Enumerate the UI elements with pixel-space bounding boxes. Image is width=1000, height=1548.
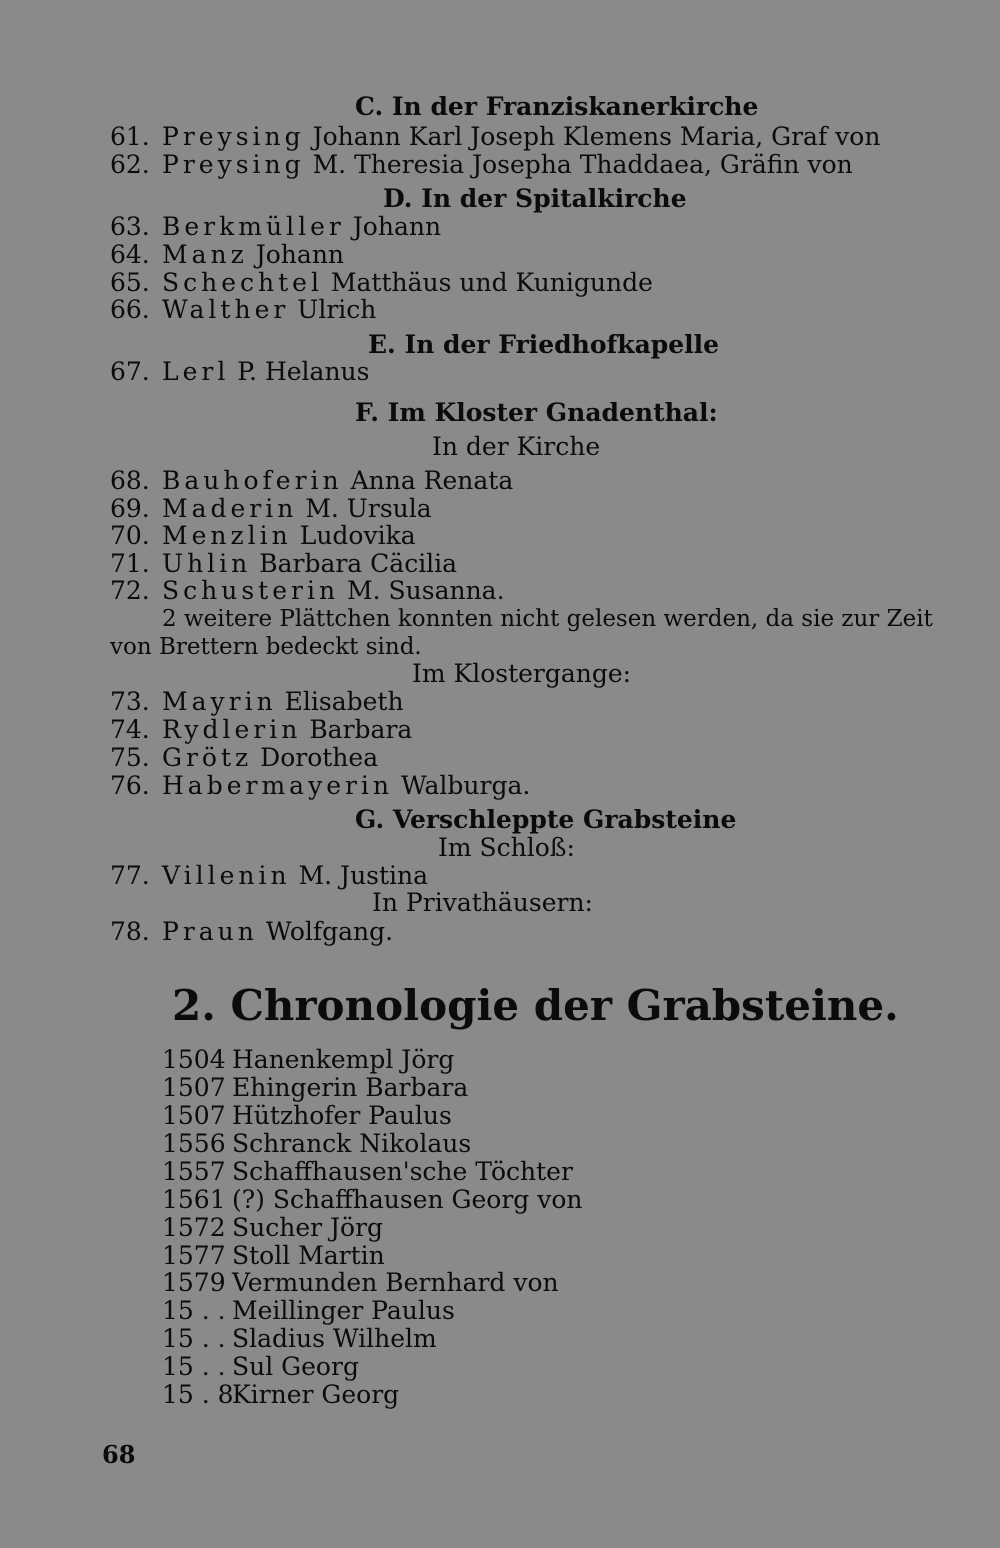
entry-number: 74.	[110, 715, 150, 744]
entry-given: P. Helanus	[237, 357, 370, 386]
subheading-schloss: Im Schloß:	[438, 833, 575, 862]
note-line-1: 2 weitere Plättchen konnten nicht gelesen werden, da sie zur Zeit	[162, 606, 933, 632]
chronology-name: Hützhofer Paulus	[232, 1101, 452, 1130]
section-heading-g: G. Verschleppte Grabsteine	[355, 805, 737, 834]
chronology-name: Ehingerin Barbara	[232, 1073, 469, 1102]
entry-number: 68.	[110, 466, 150, 495]
chronology-name: Schaffhausen'sche Töchter	[232, 1157, 573, 1186]
entry-surname: Villenin	[162, 861, 291, 890]
entry-number: 61.	[110, 122, 150, 151]
entry-number: 78.	[110, 917, 150, 946]
entry-surname: Maderin	[162, 494, 298, 523]
entry-76	[110, 772, 530, 800]
entry-surname: Preysing	[162, 122, 305, 151]
chronology-year: 1507	[162, 1073, 226, 1102]
entry-given: Wolfgang.	[265, 917, 394, 946]
entry-surname: Schusterin	[162, 576, 340, 605]
chronology-item	[162, 1381, 399, 1409]
entry-65	[110, 269, 653, 297]
entry-given: Anna Renata	[350, 466, 514, 495]
entry-75	[110, 744, 378, 772]
chronology-name: Meillinger Paulus	[232, 1296, 455, 1325]
page-number: 68	[102, 1440, 136, 1469]
chronology-item	[162, 1074, 468, 1102]
chronology-name: Sul Georg	[232, 1352, 359, 1381]
section-heading-f: F. Im Kloster Gnadenthal:	[355, 398, 718, 427]
section-heading-d: D. In der Spitalkirche	[383, 184, 687, 213]
chronology-item	[162, 1353, 359, 1381]
chronology-item	[162, 1158, 573, 1186]
entry-number: 67.	[110, 357, 150, 386]
entry-given: M. Theresia Josepha Thaddaea, Gräfin von	[312, 150, 853, 179]
subheading-klostergange: Im Klostergange:	[412, 659, 632, 688]
entry-69	[110, 495, 432, 523]
entry-number: 77.	[110, 861, 150, 890]
entry-74	[110, 716, 412, 744]
entry-surname: Berkmüller	[162, 212, 345, 241]
entry-78	[110, 918, 393, 946]
entry-number: 63.	[110, 212, 150, 241]
entry-given: M. Ursula	[305, 494, 432, 523]
chronology-year: 1556	[162, 1129, 226, 1158]
entry-61	[110, 123, 880, 151]
entry-68	[110, 467, 513, 495]
entry-71	[110, 550, 457, 578]
entry-given: M. Susanna.	[347, 576, 505, 605]
subheading-kirche: In der Kirche	[432, 432, 601, 461]
chronology-item	[162, 1297, 455, 1325]
entry-number: 72.	[110, 576, 150, 605]
section-heading-e: E. In der Friedhofkapelle	[368, 330, 720, 359]
entry-given: Barbara	[309, 715, 413, 744]
entry-given: Barbara Cäcilia	[259, 549, 458, 578]
chronology-item	[162, 1242, 385, 1270]
chronology-year: 1561	[162, 1185, 226, 1214]
chronology-year: 1572	[162, 1213, 226, 1242]
entry-surname: Menzlin	[162, 521, 292, 550]
chronology-year: 15 . 8	[162, 1380, 234, 1409]
entry-surname: Uhlin	[162, 549, 252, 578]
entry-72	[110, 577, 505, 605]
entry-number: 76.	[110, 771, 150, 800]
entry-70	[110, 522, 416, 550]
chronology-name: Sladius Wilhelm	[232, 1324, 437, 1353]
entry-surname: Lerl	[162, 357, 230, 386]
entry-given: M. Justina	[298, 861, 429, 890]
entry-number: 73.	[110, 687, 150, 716]
entry-surname: Schechtel	[162, 268, 323, 297]
chapter-title: 2. Chronologie der Grabsteine.	[172, 981, 899, 1030]
entry-given: Matthäus und Kunigunde	[330, 268, 653, 297]
entry-77	[110, 862, 428, 890]
chronology-year: 1577	[162, 1241, 226, 1270]
chronology-name: (?) Schaffhausen Georg von	[232, 1185, 583, 1214]
entry-given: Walburga.	[401, 771, 531, 800]
chronology-item	[162, 1325, 437, 1353]
subheading-privathaeuser: In Privathäusern:	[372, 888, 593, 917]
entry-62	[110, 151, 853, 179]
section-heading-c: C. In der Franziskanerkirche	[355, 92, 759, 121]
entry-surname: Manz	[162, 240, 248, 269]
entry-surname: Mayrin	[162, 687, 277, 716]
entry-surname: Preysing	[162, 150, 305, 179]
entry-given: Johann	[255, 240, 345, 269]
chronology-year: 1504	[162, 1045, 226, 1074]
chronology-item	[162, 1102, 452, 1130]
chronology-year: 15 . .	[162, 1352, 226, 1381]
entry-number: 71.	[110, 549, 150, 578]
chronology-name: Hanenkempl Jörg	[232, 1045, 455, 1074]
entry-surname: Walther	[162, 295, 290, 324]
entry-surname: Praun	[162, 917, 258, 946]
note-line-2: von Brettern bedeckt sind.	[110, 634, 422, 660]
entry-67	[110, 358, 369, 386]
chronology-name: Schranck Nikolaus	[232, 1129, 472, 1158]
chronology-item	[162, 1214, 383, 1242]
entry-surname: Rydlerin	[162, 715, 302, 744]
entry-number: 66.	[110, 295, 150, 324]
entry-given: Johann Karl Joseph Klemens Maria, Graf von	[312, 122, 881, 151]
chronology-year: 1507	[162, 1101, 226, 1130]
chronology-name: Stoll Martin	[232, 1241, 385, 1270]
chronology-year: 15 . .	[162, 1296, 226, 1325]
chronology-year: 1579	[162, 1268, 226, 1297]
entry-number: 70.	[110, 521, 150, 550]
chronology-year: 15 . .	[162, 1324, 226, 1353]
entry-63	[110, 213, 441, 241]
entry-surname: Habermayerin	[162, 771, 394, 800]
entry-surname: Grötz	[162, 743, 253, 772]
entry-64	[110, 241, 344, 269]
chronology-name: Kirner Georg	[232, 1380, 400, 1409]
entry-given: Johann	[352, 212, 442, 241]
chronology-year: 1557	[162, 1157, 226, 1186]
entry-given: Ludovika	[299, 521, 416, 550]
chronology-item	[162, 1046, 454, 1074]
entry-number: 64.	[110, 240, 150, 269]
entry-number: 65.	[110, 268, 150, 297]
entry-given: Ulrich	[297, 295, 377, 324]
chronology-name: Sucher Jörg	[232, 1213, 384, 1242]
entry-surname: Bauhoferin	[162, 466, 343, 495]
entry-number: 69.	[110, 494, 150, 523]
entry-number: 75.	[110, 743, 150, 772]
chronology-item	[162, 1186, 583, 1214]
entry-66	[110, 296, 376, 324]
chronology-item	[162, 1269, 559, 1297]
entry-73	[110, 688, 404, 716]
entry-given: Elisabeth	[284, 687, 404, 716]
chronology-item	[162, 1130, 471, 1158]
chronology-name: Vermunden Bernhard von	[232, 1268, 559, 1297]
entry-given: Dorothea	[260, 743, 379, 772]
entry-number: 62.	[110, 150, 150, 179]
